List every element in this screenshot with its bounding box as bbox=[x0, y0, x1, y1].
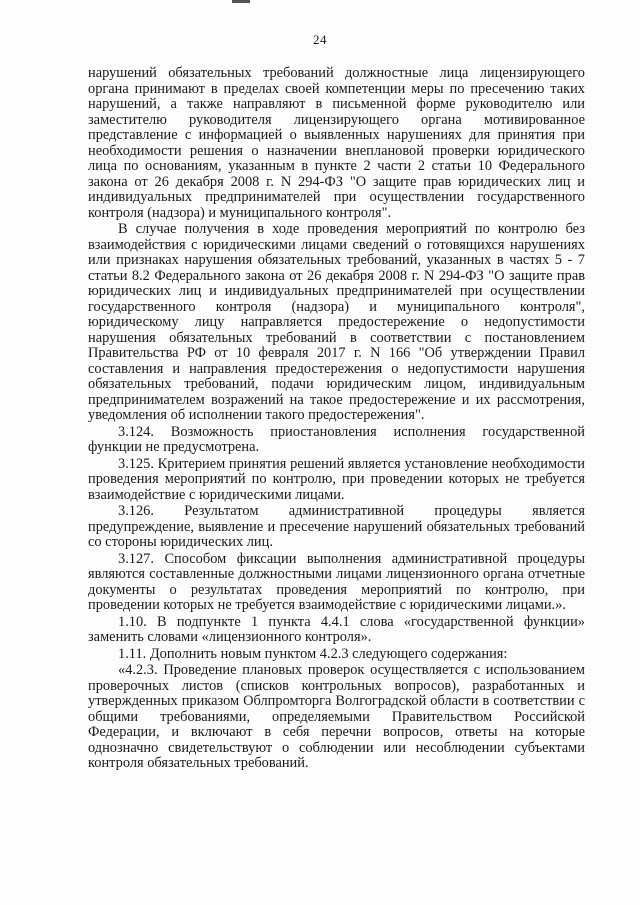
paragraph-3-124: 3.124. Возможность приостановления исполнения государственной функции не предусмотрена. bbox=[88, 423, 585, 455]
document-body bbox=[88, 66, 585, 772]
scan-artifact-mark bbox=[232, 0, 250, 3]
paragraph-1-11: 1.11. Дополнить новым пунктом 4.2.3 следующего содержания: bbox=[118, 645, 508, 662]
paragraph-4-2-3: «4.2.3. Проведение плановых проверок осуществляется с использованием проверочных листов (списков контрольных вопросов), разработанных и утвержденных приказом Облпромторга Волгоградской области в соответствии с общими требованиями, определяемыми Правительством Российской Федерации, и включают в себя перечни вопросов, ответы на которые однозначно свидетельствуют о соблюдении или несоблюдении субъектами контроля обязательных требований. bbox=[88, 662, 585, 771]
paragraph-1-10: 1.10. В подпункте 1 пункта 4.4.1 слова «государственной функции» заменить словами «лицензионного контроля». bbox=[88, 613, 585, 645]
paragraph-3-126: 3.126. Результатом административной процедуры является предупреждение, выявление и пресечение нарушений обязательных требований со стороны юридических лиц. bbox=[88, 503, 585, 550]
paragraph-3-127: 3.127. Способом фиксации выполнения административной процедуры являются составленные должностными лицами лицензионного органа отчетные документы о результатах проведения мероприятий по контролю, при проведении которых не требуется взаимодействие с юридическими лицами.». bbox=[88, 550, 585, 613]
paragraph-continuation: нарушений обязательных требований должностные лица лицензирующего органа принимают в пределах своей компетенции меры по пресечению таких нарушений, а также направляют в письменной форме руководителю или заместителю руководителя лицензирующего органа мотивированное представление с информацией о выявленных нарушениях для принятия при необходимости решения о назначении внеплановой проверки юридического лица по основаниям, указанным в пункте 2 части 2 статьи 10 Федерального закона от 26 декабря 2008 г. N 294-ФЗ "О защите прав юридических лиц и индивидуальных предпринимателей при осуществлении государственного контроля (надзора) и муниципального контроля". bbox=[88, 65, 585, 221]
paragraph-3-125: 3.125. Критерием принятия решений является установление необходимости проведения мероприятий по контролю, при проведении которых не требуется взаимодействие с юридическими лицами. bbox=[88, 455, 585, 503]
paragraph-warning-procedure: В случае получения в ходе проведения мероприятий по контролю без взаимодействия с юридическими лицами сведений о готовящихся нарушениях или признаках нарушения обязательных требований, указанных в частях 5 - 7 статьи 8.2 Федерального закона от 26 декабря 2008 г. N 294-ФЗ "О защите прав юридических лиц и индивидуальных предпринимателей при осуществлении государственного контроля (надзора) и муниципального контроля", юридическому лицу направляется предостережение о недопустимости нарушения обязательных требований в соответствии с постановлением Правительства РФ от 10 февраля 2017 г. N 166 "Об утверждении Правил составления и направления предостережения о недопустимости нарушения обязательных требований, подачи юридическим лицом, индивидуальным предпринимателем возражений на такое предостережение и их рассмотрения, уведомления об исполнении такого предостережения". bbox=[88, 221, 585, 423]
page-number: 24 bbox=[313, 32, 327, 47]
